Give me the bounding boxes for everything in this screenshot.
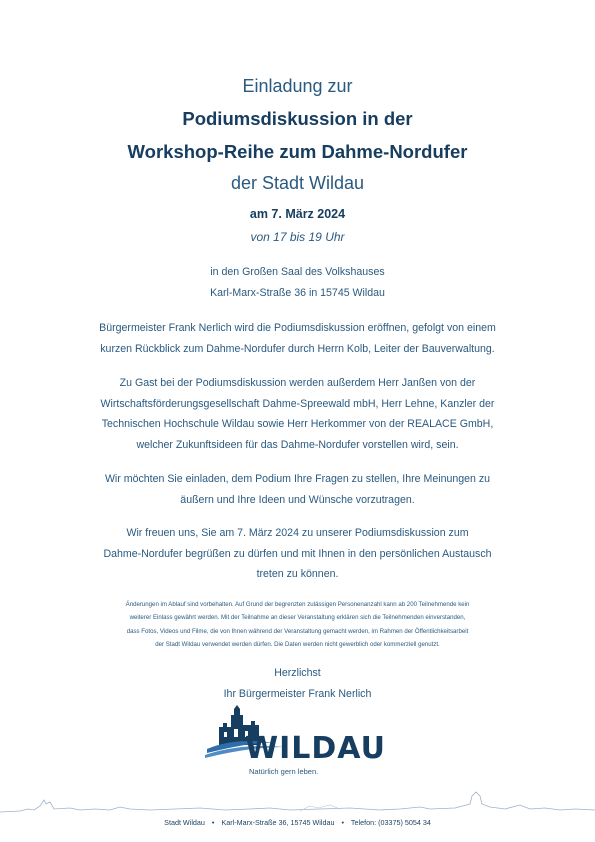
paragraph-line: treten zu können. [256, 568, 339, 580]
paragraph-guests [0, 373, 595, 455]
paragraph-line: Technischen Hochschule Wildau sowie Herr Herkommer von der REALACE GmbH, [101, 418, 494, 430]
event-time: von 17 bis 19 Uhr [250, 230, 345, 244]
closing-signature: Ihr Bürgermeister Frank Nerlich [223, 687, 372, 700]
header-intro: Einladung zur [242, 76, 353, 96]
paragraph-line: Wir möchten Sie einladen, dem Podium Ihre Fragen zu stellen, Ihre Meinungen zu [104, 473, 491, 485]
skyline-illustration [0, 782, 595, 822]
venue-line: Karl-Marx-Straße 36 in 15745 Wildau [210, 286, 385, 299]
footer-phone: Telefon: (03375) 5054 34 [350, 818, 431, 827]
wildau-logo [205, 705, 386, 785]
event-date: am 7. März 2024 [249, 207, 346, 221]
paragraph-line: Wir freuen uns, Sie am 7. März 2024 zu unserer Podiumsdiskussion zum [126, 527, 469, 539]
closing [0, 663, 595, 704]
header-city: der Stadt Wildau [230, 173, 365, 193]
footer-separator: • [211, 818, 215, 827]
venue [0, 262, 595, 303]
paragraph-line: äußern und Ihre Ideen und Wünsche vorzutragen. [180, 493, 415, 506]
logo-wordmark: WILDAU [245, 731, 386, 766]
paragraph-opening [0, 318, 595, 359]
paragraph-line: kurzen Rückblick zum Dahme-Nordufer durch Herrn Kolb, Leiter der Bauverwaltung. [100, 342, 495, 355]
header-subtitle: Workshop-Reihe zum Dahme-Nordufer [127, 141, 468, 162]
header-title: Podiumsdiskussion in der [182, 108, 413, 129]
disclaimer-line: weiterer Einlass gewährt werden. Mit der Teilnahme an dieser Veranstaltung erklären sich die Teilnehmenden einverstanden, [129, 614, 466, 622]
logo-slogan: Natürlich gern leben. [249, 767, 319, 776]
paragraph-line: Wirtschaftsförderungsgesellschaft Dahme-Spreewald mbH, Herr Lehne, Kanzler der [100, 397, 495, 410]
paragraph-invite [0, 469, 595, 510]
paragraph-line: welcher Zukunftsideen für das Dahme-Nordufer vorstellen wird, sein. [136, 438, 459, 451]
disclaimer-line: Änderungen im Ablauf sind vorbehalten. Auf Grund der begrenzten zulässigen Personenanzahl kann ab 200 Teilnehmende kein [125, 601, 470, 608]
paragraph-line: Bürgermeister Frank Nerlich wird die Podiumsdiskussion eröffnen, gefolgt von einem [99, 322, 496, 334]
disclaimer [0, 598, 595, 651]
paragraph-line: Zu Gast bei der Podiumsdiskussion werden außerdem Herr Janßen von der [119, 377, 476, 389]
footer [0, 818, 595, 827]
footer-separator: • [341, 818, 345, 827]
venue-line: in den Großen Saal des Volkshauses [210, 266, 385, 278]
closing-greeting: Herzlichst [274, 667, 321, 679]
paragraph-line: Dahme-Nordufer begrüßen zu dürfen und mit Ihnen in den persönlichen Austausch [103, 547, 492, 560]
paragraph-welcome [0, 523, 595, 585]
disclaimer-line: dass Fotos, Videos und Filme, die von Ihnen während der Veranstaltung gemacht werden, im Rahmen der Öffentlichkeitsarbeit [126, 627, 469, 635]
footer-address: Karl-Marx-Straße 36, 15745 Wildau [221, 818, 335, 827]
disclaimer-line: der Stadt Wildau verwendet werden dürfen. Die Daten werden nicht gewerblich oder kommerziell genutzt. [155, 640, 440, 648]
footer-org: Stadt Wildau [164, 818, 205, 827]
